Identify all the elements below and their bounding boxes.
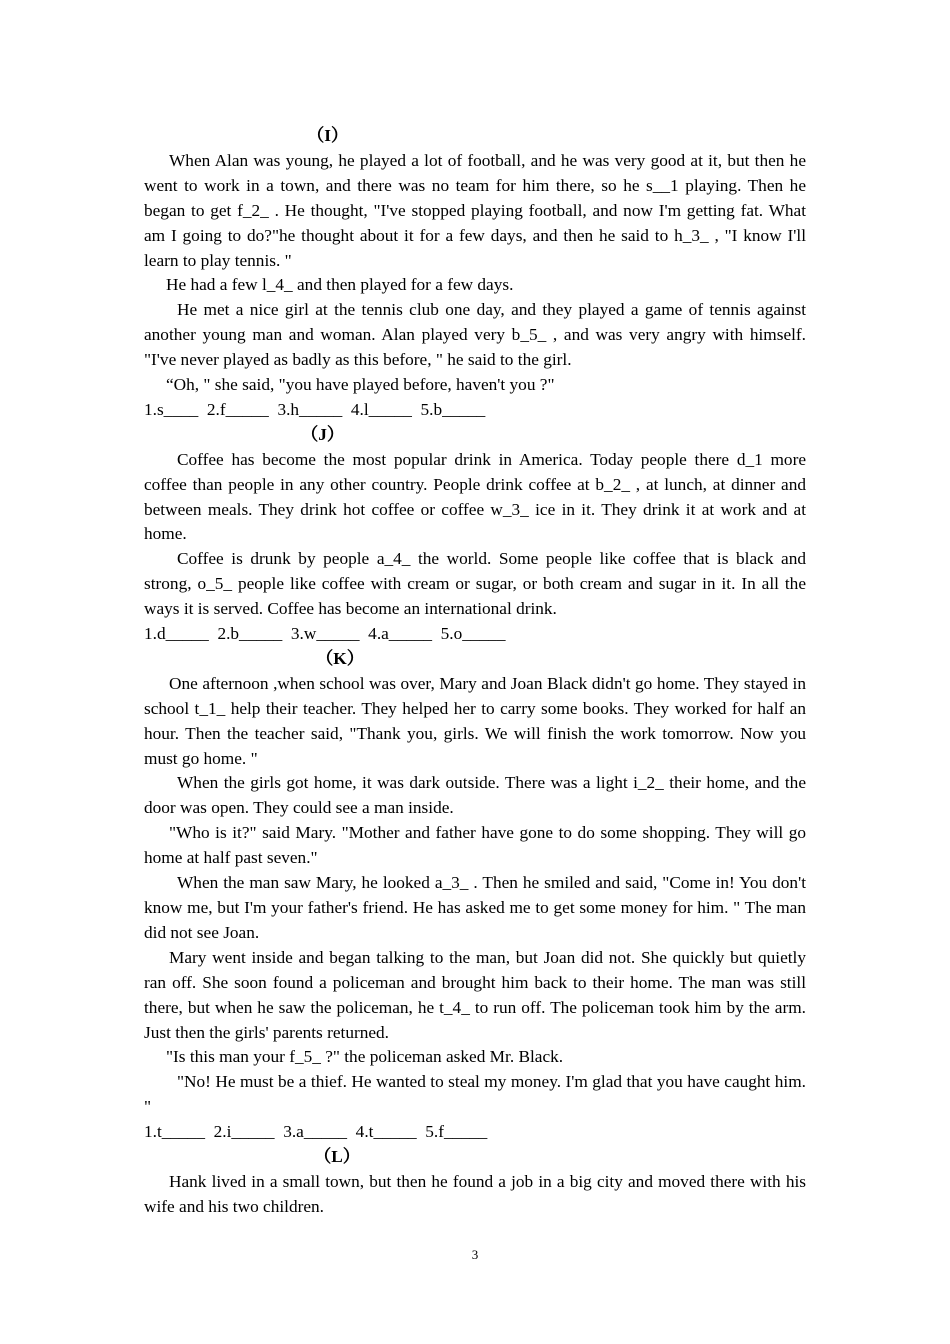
answer-blanks: 1.d_____ 2.b_____ 3.w_____ 4.a_____ 5.o_____ bbox=[144, 624, 506, 644]
paragraph: He had a few l_4_ and then played for a few days. bbox=[166, 275, 514, 295]
paragraph: Coffee has become the most popular drink in America. Today people there d_1 more coffee than people in any other country. People drink coffee at b_2_ , at lunch, at dinner and between meals. They drink hot coffee or coffee w_3_ ice in it. They drink it at work and at home. bbox=[144, 449, 806, 544]
paragraph: When the girls got home, it was dark outside. There was a light i_2_ their home, and the door was open. They could see a man inside. bbox=[144, 773, 806, 818]
paragraph: Coffee is drunk by people a_4_ the world. Some people like coffee that is black and strong, o_5_ people like coffee with cream or sugar, or both cream and sugar in it. In all the ways it is served. Coffee has become an international drink. bbox=[144, 549, 806, 619]
section-heading-k: （K） bbox=[316, 648, 365, 668]
answer-blanks: 1.s____ 2.f_____ 3.h_____ 4.l_____ 5.b_____ bbox=[144, 399, 486, 419]
section-heading-l: （L） bbox=[314, 1147, 361, 1167]
paragraph: "No! He must be a thief. He wanted to steal my money. I'm glad that you have caught him. " bbox=[144, 1072, 806, 1117]
paragraph: He met a nice girl at the tennis club one day, and they played a game of tennis against another young man and woman. Alan played very b_5_ , and was very angry with himself. "I've never played as badly as this before, " he said to the girl. bbox=[144, 300, 806, 370]
answer-blanks: 1.t_____ 2.i_____ 3.a_____ 4.t_____ 5.f_____ bbox=[144, 1122, 488, 1142]
paragraph: "Who is it?" said Mary. "Mother and father have gone to do some shopping. They will go home at half past seven." bbox=[144, 823, 806, 868]
paragraph: "Is this man your f_5_ ?" the policeman asked Mr. Black. bbox=[166, 1047, 564, 1067]
section-heading-j: （J） bbox=[301, 424, 345, 444]
document-page bbox=[144, 124, 806, 1220]
paragraph: Hank lived in a small town, but then he found a job in a big city and moved there with his wife and his two children. bbox=[144, 1171, 806, 1216]
paragraph: “Oh, " she said, "you have played before, haven't you ?" bbox=[166, 375, 555, 395]
section-heading-i: （I） bbox=[307, 126, 349, 145]
page-number: 3 bbox=[471, 1247, 479, 1262]
paragraph: When Alan was young, he played a lot of football, and he was very good at it, but then he went to work in a town, and there was no team for him there, so he s__1 playing. Then he began to get f_2_ . He thought, "I've stopped playing football, and now I'm getting fat. What am I going to do?"he thought about it for a few days, and then he said to h_3_ , "I know I'll learn to play tennis. " bbox=[144, 150, 806, 270]
paragraph: Mary went inside and began talking to the man, but Joan did not. She quickly but quietly ran off. She soon found a policeman and brought him back to their home. The man was still there, but when he saw the policeman, he t_4_ to run off. The policeman took him by the arm. Just then the girls' parents returned. bbox=[144, 947, 806, 1042]
paragraph: One afternoon ,when school was over, Mary and Joan Black didn't go home. They stayed in school t_1_ help their teacher. They helped her to carry some books. They worked for half an hour. Then the teacher said, "Thank you, girls. We will finish the work tomorrow. Now you must go home. " bbox=[144, 673, 806, 768]
paragraph: When the man saw Mary, he looked a_3_ . Then he smiled and said, "Come in! You don't know me, but I'm your father's friend. He has asked me to get some money for him. " The man did not see Joan. bbox=[144, 873, 806, 942]
